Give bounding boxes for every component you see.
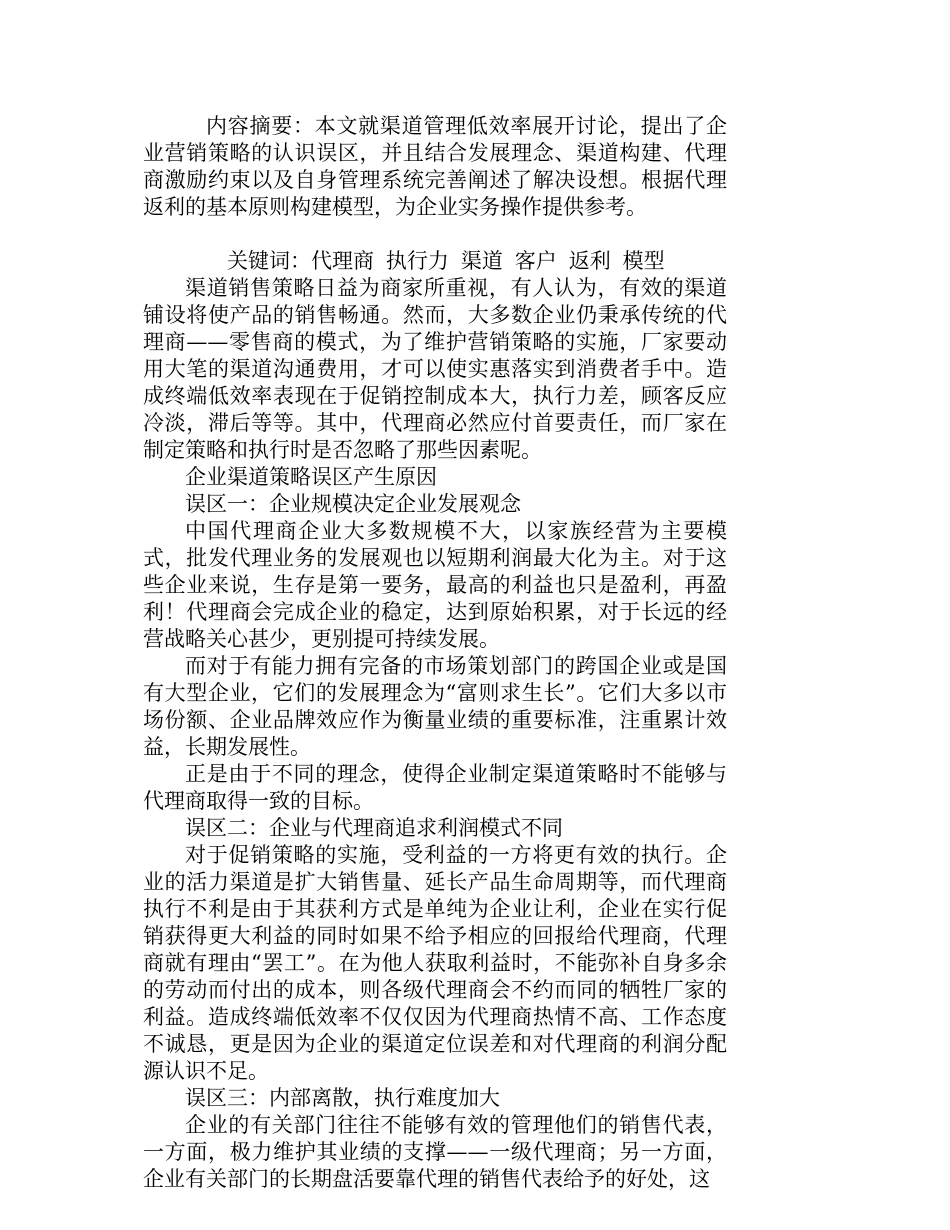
body-paragraph: 中国代理商企业大多数规模不大，以家族经营为主要模式，批发代理业务的发展观也以短期利润最大化为主。对于这些企业来说，生存是第一要务，最高的利益也只是盈利，再盈利！代理商会完成企业的稳定，达到原始积累，对于长远的经营战略关心甚少，更别提可持续发展。: [143, 519, 727, 651]
body-paragraph: 正是由于不同的理念，使得企业制定渠道策略时不能够与代理商取得一致的目标。: [143, 762, 727, 813]
subsection-heading: 误区三：内部离散，执行难度加大: [185, 1086, 500, 1110]
body-paragraph: 对于促销策略的实施，受利益的一方将更有效的执行。企业的活力渠道是扩大销售量、延长产品生命周期等，而代理商执行不利是由于其获利方式是单纯为企业让利，企业在实行促销获得更大利益的同时如果不给予相应的回报给代理商，代理商就有理由“罢工”。在为他人获取利益时，不能弥补自身多余的劳动而付出的成本，则各级代理商会不约而同的牺牲厂家的利益。造成终端低效率不仅仅因为代理商热情不高、工作态度不诚恳，更是因为企业的渠道定位误差和对代理商的利润分配源认识不足。: [143, 843, 727, 1083]
abstract-paragraph: 内容摘要：本文就渠道管理低效率展开讨论，提出了企业营销策略的认识误区，并且结合发展理念、渠道构建、代理商激励约束以及自身管理系统完善阐述了解决设想。根据代理返利的基本原则构建模型，为企业实务操作提供参考。: [143, 114, 727, 219]
keywords-line: 关键词：代理商 执行力 渠道 客户 返利 模型: [227, 249, 665, 273]
section-heading: 企业渠道策略误区产生原因: [185, 465, 437, 489]
body-paragraph: 渠道销售策略日益为商家所重视，有人认为，有效的渠道铺设将使产品的销售畅通。然而，大多数企业仍秉承传统的代理商——零售商的模式，为了维护营销策略的实施，厂家要动用大笔的渠道沟通费用，才可以使实惠落实到消费者手中。造成终端低效率表现在于促销控制成本大，执行力差，顾客反应冷淡，滞后等等。其中，代理商必然应付首要责任，而厂家在制定策略和执行时是否忽略了那些因素呢。: [143, 276, 727, 462]
document-page: [143, 113, 727, 1193]
subsection-heading: 误区一：企业规模决定企业发展观念: [185, 492, 521, 516]
body-paragraph: 而对于有能力拥有完备的市场策划部门的跨国企业或是国有大型企业，它们的发展理念为“富则求生长”。它们大多以市场份额、企业品牌效应作为衡量业绩的重要标准，注重累计效益，长期发展性。: [143, 654, 727, 759]
subsection-heading: 误区二：企业与代理商追求利润模式不同: [185, 816, 563, 840]
body-paragraph: 企业的有关部门往往不能够有效的管理他们的销售代表，一方面，极力维护其业绩的支撑——一级代理商；另一方面，企业有关部门的长期盘活要靠代理的销售代表给予的好处，这: [143, 1113, 727, 1191]
